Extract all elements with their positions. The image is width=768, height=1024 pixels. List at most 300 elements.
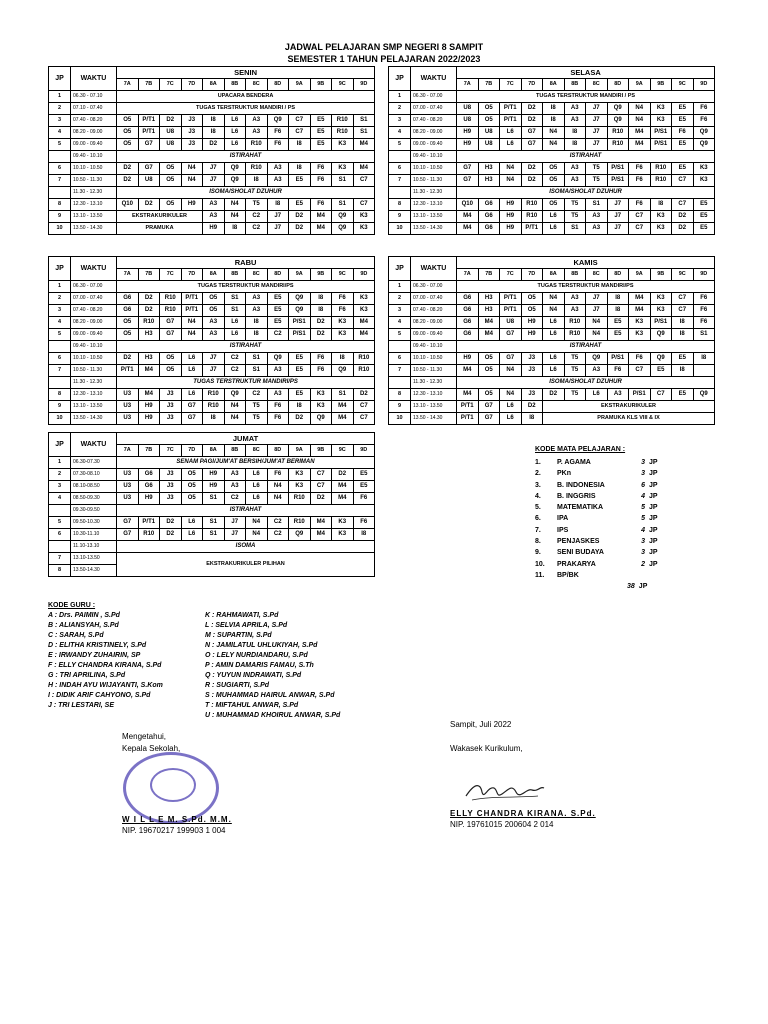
subject-cell: K3 — [353, 293, 375, 305]
subject-cell: I8 — [521, 413, 543, 425]
period-time: 13.50-14.30 — [71, 565, 117, 577]
subject-cell: D2 — [521, 175, 543, 187]
subject-cell: P/T1 — [181, 293, 203, 305]
column-jp: JP — [389, 67, 411, 91]
subject-cell: N4 — [267, 493, 289, 505]
subject-cell: R10 — [353, 365, 375, 377]
subject-cell: D2 — [310, 317, 332, 329]
subject-cell: R10 — [138, 317, 160, 329]
subject-cell: G7 — [500, 329, 522, 341]
subject-cell: N4 — [181, 317, 203, 329]
subject-cell: M4 — [138, 389, 160, 401]
period-time: 07.00 - 07.40 — [411, 103, 457, 115]
subject-cell: S1 — [353, 115, 375, 127]
subject-hours: 3 — [641, 549, 645, 557]
schedule-row — [49, 457, 375, 469]
subject-cell: A3 — [607, 389, 629, 401]
subject-cell: O5 — [117, 329, 139, 341]
period-time: 06.30 - 07.00 — [71, 281, 117, 293]
period-number: 5 — [49, 517, 71, 529]
period-time: 07.40 - 08.20 — [71, 305, 117, 317]
subject-cell: J7 — [607, 199, 629, 211]
period-activity: SENAM PAGI/JUM'AT BERSIH/JUM'AT BERIMAN — [117, 457, 375, 469]
subject-cell: A3 — [246, 115, 268, 127]
subject-cell: P/T1 — [500, 305, 522, 317]
subject-cell: P/T1 — [138, 115, 160, 127]
subject-cell: U3 — [117, 469, 139, 481]
subject-cell: J7 — [224, 529, 246, 541]
subject-cell: O5 — [478, 365, 500, 377]
subject-cell: A3 — [246, 305, 268, 317]
subject-cell: J7 — [586, 305, 608, 317]
day-header-row — [389, 257, 715, 269]
subject-cell: H9 — [138, 413, 160, 425]
subject-cell: N4 — [224, 199, 246, 211]
period-time: 07.40 - 08.20 — [411, 115, 457, 127]
subject-cell: P/S1 — [289, 317, 311, 329]
subject-cell: L6 — [500, 413, 522, 425]
subject-cell: K3 — [650, 211, 672, 223]
subject-cell: K3 — [332, 517, 354, 529]
subject-name: MATEMATIKA — [557, 504, 604, 512]
subject-cell: K3 — [289, 469, 311, 481]
period-number: 8 — [49, 199, 71, 211]
class-label: 9D — [353, 269, 375, 281]
schedule-row — [49, 353, 375, 365]
column-waktu: WAKTU — [71, 67, 117, 91]
teacher-code: I : DIDIK ARIF CAHYONO, S.Pd — [48, 692, 151, 699]
subject-cell: C7 — [310, 481, 332, 493]
subject-cell: C7 — [310, 469, 332, 481]
period-time: 07.00 - 07.40 — [411, 293, 457, 305]
subject-cell: D2 — [289, 413, 311, 425]
period-time: 09.40 - 10.10 — [71, 341, 117, 353]
subject-cell: G7 — [160, 329, 182, 341]
schedule-row — [389, 199, 715, 211]
class-label: 7B — [138, 269, 160, 281]
subject-cell: H3 — [138, 353, 160, 365]
subject-cell: O5 — [160, 175, 182, 187]
subject-cell: U3 — [117, 401, 139, 413]
class-label: 8A — [203, 79, 225, 91]
day-name: JUMAT — [117, 433, 375, 445]
period-number: 2 — [389, 103, 411, 115]
subject-cell: R10 — [332, 115, 354, 127]
subject-cell: E5 — [672, 353, 694, 365]
subject-number: 11. — [535, 571, 545, 579]
subject-cell: C7 — [650, 389, 672, 401]
subject-cell: N4 — [500, 389, 522, 401]
subject-cell: D2 — [332, 469, 354, 481]
subject-cell: G6 — [117, 305, 139, 317]
period-number — [389, 341, 411, 353]
subject-cell: E5 — [353, 481, 375, 493]
subject-cell: A3 — [246, 127, 268, 139]
subject-cell: O5 — [543, 199, 565, 211]
subject-cell: F6 — [693, 305, 715, 317]
period-number: 10 — [49, 413, 71, 425]
subject-cell: J3 — [521, 365, 543, 377]
subject-cell: E5 — [672, 389, 694, 401]
subject-cell: G6 — [138, 469, 160, 481]
subject-cell: O5 — [117, 115, 139, 127]
column-jp: JP — [49, 67, 71, 91]
subject-hours: 2 — [641, 560, 645, 568]
subject-number: 5. — [535, 504, 541, 512]
subject-cell: U3 — [117, 481, 139, 493]
subject-cell: F6 — [693, 317, 715, 329]
period-number: 6 — [49, 163, 71, 175]
subject-cell: M4 — [310, 223, 332, 235]
subject-cell: R10 — [332, 127, 354, 139]
class-label: 7C — [160, 269, 182, 281]
period-time: 13.10-13.50 — [71, 553, 117, 565]
subject-cell: J7 — [203, 365, 225, 377]
subject-cell: M4 — [457, 389, 479, 401]
subject-cell: I8 — [289, 401, 311, 413]
subject-cell: R10 — [138, 529, 160, 541]
subject-cell: F6 — [693, 293, 715, 305]
subject-cell: H9 — [457, 353, 479, 365]
class-label: 8D — [607, 269, 629, 281]
subject-cell: T5 — [564, 211, 586, 223]
subject-cell: F6 — [693, 115, 715, 127]
subject-cell: P/S1 — [629, 389, 651, 401]
period-number: 3 — [389, 305, 411, 317]
subject-cell: H9 — [500, 211, 522, 223]
subject-cell: L6 — [224, 139, 246, 151]
subject-cell: A3 — [224, 481, 246, 493]
period-activity: ISTIRAHAT — [117, 341, 375, 353]
subject-cell: L6 — [500, 401, 522, 413]
subject-cell: G7 — [478, 413, 500, 425]
column-waktu: WAKTU — [71, 433, 117, 457]
subject-cell: N4 — [500, 365, 522, 377]
subject-cell: E5 — [267, 317, 289, 329]
subject-cell: D2 — [138, 293, 160, 305]
subject-cell: R10 — [521, 211, 543, 223]
subject-hours: 4 — [641, 492, 645, 500]
subject-cell: L6 — [543, 317, 565, 329]
subject-cell: Q9 — [332, 365, 354, 377]
period-activity: ISOMA/SHOLAT DZUHUR — [117, 187, 375, 199]
subject-cell: D2 — [310, 329, 332, 341]
subject-cell: D2 — [289, 211, 311, 223]
subject-cell: D2 — [160, 115, 182, 127]
class-label: 9B — [310, 79, 332, 91]
subject-cell: P/S1 — [607, 175, 629, 187]
subject-cell: I8 — [672, 317, 694, 329]
class-label: 7A — [457, 269, 479, 281]
subject-cell: R10 — [289, 517, 311, 529]
subject-cell: P/T1 — [500, 103, 522, 115]
subject-cell: K3 — [353, 305, 375, 317]
schedule-row — [389, 389, 715, 401]
subject-cell: I8 — [672, 329, 694, 341]
subject-cell: Q10 — [117, 199, 139, 211]
teacher-code: O : LELY NURDIANDARU, S.Pd — [205, 652, 308, 659]
subject-cell: R10 — [203, 401, 225, 413]
teacher-code: M : SUPARTIN, S.Pd — [205, 632, 272, 639]
subject-hours: 4 — [641, 526, 645, 534]
period-number: 1 — [389, 281, 411, 293]
subject-cell: I8 — [332, 353, 354, 365]
subject-cell: C7 — [353, 175, 375, 187]
teacher-code: E : IRWANDY ZUHAIRIN, SP — [48, 652, 141, 659]
period-time: 07.30-08.10 — [71, 469, 117, 481]
class-label: 7A — [117, 269, 139, 281]
subject-cell: P/T1 — [500, 293, 522, 305]
period-number: 1 — [389, 91, 411, 103]
teacher-code: P : AMIN DAMARIS FAMAU, S.Th — [205, 662, 314, 669]
period-number — [389, 151, 411, 163]
subject-cell: Q9 — [289, 529, 311, 541]
subject-cell: S1 — [564, 223, 586, 235]
subject-cell: O5 — [117, 317, 139, 329]
period-time: 10.10 - 10.50 — [71, 163, 117, 175]
period-activity: TUGAS TERSTRUKTUR MANDIRI/PS — [457, 281, 715, 293]
subject-cell: L6 — [224, 115, 246, 127]
period-time: 09.40 - 10.10 — [411, 151, 457, 163]
subject-cell: M4 — [629, 305, 651, 317]
column-waktu: WAKTU — [411, 257, 457, 281]
subject-codes — [535, 446, 695, 593]
vice-principal-name: ELLY CHANDRA KIRANA. S.Pd. — [450, 809, 596, 818]
class-label: 9C — [672, 79, 694, 91]
subject-cell: G7 — [521, 139, 543, 151]
schedule-row — [389, 223, 715, 235]
period-number: 8 — [389, 199, 411, 211]
subject-cell: E5 — [353, 469, 375, 481]
teacher-codes-heading: KODE GURU : — [48, 602, 96, 609]
subject-cell: P/S1 — [289, 329, 311, 341]
subject-cell: I8 — [607, 293, 629, 305]
subject-cell: H9 — [203, 223, 225, 235]
subject-cell: S1 — [203, 517, 225, 529]
subject-hours: 5 — [641, 504, 645, 512]
period-number: 8 — [389, 389, 411, 401]
subject-cell: C7 — [672, 305, 694, 317]
subject-cell: N4 — [586, 329, 608, 341]
teacher-code: D : ELITHA KRISTINELY, S.Pd — [48, 642, 147, 649]
subject-cell: A3 — [564, 115, 586, 127]
subject-cell: K3 — [332, 317, 354, 329]
subject-cell: M4 — [629, 293, 651, 305]
subject-cell: S1 — [586, 199, 608, 211]
subject-cell: P/S1 — [607, 163, 629, 175]
period-number: 4 — [49, 317, 71, 329]
class-label: 8B — [224, 269, 246, 281]
period-activity: TUGAS TERSTRUKTUR MANDIRI / PS — [117, 103, 375, 115]
schedule-row — [389, 103, 715, 115]
subject-cell: Q9 — [224, 175, 246, 187]
subject-cell: R10 — [607, 127, 629, 139]
subject-cell: I8 — [203, 413, 225, 425]
period-number: 8 — [49, 389, 71, 401]
subject-cell: O5 — [543, 163, 565, 175]
subject-cell: D2 — [138, 199, 160, 211]
subject-cell: E5 — [672, 163, 694, 175]
subject-cell: A3 — [267, 389, 289, 401]
schedule-row — [389, 341, 715, 353]
subject-cell: U3 — [117, 413, 139, 425]
subject-cell: I8 — [246, 317, 268, 329]
subject-row — [535, 457, 695, 468]
schedule-row — [389, 413, 715, 425]
teacher-code: F : ELLY CHANDRA KIRANA, S.Pd — [48, 662, 162, 669]
schedule-row — [49, 341, 375, 353]
column-jp: JP — [389, 257, 411, 281]
class-label: 7C — [500, 269, 522, 281]
subject-cell: J3 — [160, 413, 182, 425]
schedule-row — [389, 353, 715, 365]
subject-cell: N4 — [543, 139, 565, 151]
schedule-row — [49, 223, 375, 235]
subject-cell: J7 — [586, 115, 608, 127]
subject-total-hours: 38 — [627, 583, 635, 591]
class-label: 8A — [543, 269, 565, 281]
class-label: 9B — [650, 79, 672, 91]
schedule-row — [49, 211, 375, 223]
subject-cell: D2 — [543, 389, 565, 401]
subject-cell: C2 — [267, 329, 289, 341]
subject-cell: Q9 — [289, 305, 311, 317]
subject-unit: JP — [649, 538, 658, 546]
subject-cell: M4 — [478, 329, 500, 341]
subject-cell: Q9 — [289, 293, 311, 305]
subject-cell: F6 — [693, 103, 715, 115]
subject-cell: K3 — [353, 223, 375, 235]
class-label: 8A — [543, 79, 565, 91]
subject-cell: K3 — [650, 305, 672, 317]
period-extracurricular: EKSTRAKURIKULER — [543, 401, 715, 413]
subject-cell: D2 — [117, 175, 139, 187]
teacher-code: N : JAMILATUL UHLUKIYAH, S.Pd — [205, 642, 318, 649]
teacher-code: T : MIFTAHUL ANWAR, S.Pd — [205, 702, 299, 709]
class-label: 7A — [117, 79, 139, 91]
subject-cell: E5 — [289, 365, 311, 377]
period-number — [389, 187, 411, 199]
subject-cell: J3 — [521, 353, 543, 365]
subject-number: 7. — [535, 526, 541, 534]
subject-cell: M4 — [457, 223, 479, 235]
subject-cell: U8 — [160, 127, 182, 139]
subject-cell: Q9 — [650, 329, 672, 341]
period-number: 3 — [389, 115, 411, 127]
period-number: 4 — [49, 493, 71, 505]
subject-unit: JP — [649, 504, 658, 512]
subject-cell: F6 — [353, 517, 375, 529]
class-label: 7A — [117, 445, 139, 457]
subject-cell: M4 — [353, 317, 375, 329]
subject-cell: M4 — [332, 401, 354, 413]
subject-cell: C7 — [629, 223, 651, 235]
subject-cell: G7 — [117, 517, 139, 529]
period-activity: UPACARA BENDERA — [117, 91, 375, 103]
period-number: 7 — [389, 365, 411, 377]
period-number: 9 — [49, 401, 71, 413]
subject-cell: J7 — [586, 139, 608, 151]
subject-cell: P/T1 — [457, 413, 479, 425]
empty-cell — [693, 365, 715, 377]
day-name: SELASA — [457, 67, 715, 79]
period-time: 07.10 - 07.40 — [71, 103, 117, 115]
period-time: 06.30 - 07.00 — [411, 281, 457, 293]
subject-cell: D2 — [521, 401, 543, 413]
schedule-row — [49, 529, 375, 541]
day-header-row — [49, 433, 375, 445]
subject-cell: R10 — [564, 317, 586, 329]
subject-cell: N4 — [543, 305, 565, 317]
period-number: 9 — [389, 211, 411, 223]
subject-cell: U8 — [138, 175, 160, 187]
schedule-row — [389, 163, 715, 175]
period-number: 6 — [49, 529, 71, 541]
schedule-row — [49, 553, 375, 565]
signature-block-left — [122, 732, 232, 835]
subject-cell: L6 — [543, 329, 565, 341]
period-activity: ISOMA/SHOLAT DZUHUR — [457, 187, 715, 199]
class-label: 8D — [607, 79, 629, 91]
subject-cell: C2 — [267, 517, 289, 529]
subject-cell: M4 — [457, 365, 479, 377]
subject-cell: G7 — [138, 139, 160, 151]
period-time: 11.30 - 12.30 — [71, 187, 117, 199]
subject-cell: H3 — [478, 293, 500, 305]
subject-cell: S1 — [353, 127, 375, 139]
period-activity: ISTIRAHAT — [457, 341, 715, 353]
subject-cell: N4 — [500, 175, 522, 187]
subject-cell: I8 — [224, 223, 246, 235]
subject-hours: 5 — [641, 515, 645, 523]
subject-cell: K3 — [310, 389, 332, 401]
subject-cell: U3 — [117, 389, 139, 401]
subject-cell: E5 — [607, 329, 629, 341]
period-number: 5 — [49, 329, 71, 341]
schedule-row — [49, 91, 375, 103]
subject-cell: F6 — [310, 163, 332, 175]
subject-cell: F6 — [310, 353, 332, 365]
schedule-row — [49, 401, 375, 413]
subject-cell: G6 — [478, 211, 500, 223]
subject-cell: O5 — [203, 305, 225, 317]
subject-cell: O5 — [160, 365, 182, 377]
subject-cell: K3 — [289, 481, 311, 493]
subject-hours: 3 — [641, 470, 645, 478]
subject-cell: I8 — [246, 329, 268, 341]
subject-cell: D2 — [160, 517, 182, 529]
subject-cell: S1 — [203, 493, 225, 505]
signature-block-right — [450, 720, 596, 829]
subject-cell: I8 — [289, 163, 311, 175]
schedule-row — [49, 139, 375, 151]
subject-cell: G6 — [117, 293, 139, 305]
subject-cell: F6 — [310, 365, 332, 377]
schedule-row — [389, 91, 715, 103]
subject-cell: R10 — [650, 175, 672, 187]
subject-total-unit: JP — [638, 583, 648, 591]
period-time: 13.10 - 13.50 — [71, 211, 117, 223]
subject-cell: N4 — [224, 413, 246, 425]
subject-cell: C2 — [224, 353, 246, 365]
subject-cell: K3 — [629, 329, 651, 341]
period-number: 5 — [389, 329, 411, 341]
subject-cell: P/T1 — [181, 305, 203, 317]
subject-cell: E5 — [693, 223, 715, 235]
principal-nip: NIP. 19670217 199903 1 004 — [122, 826, 226, 835]
subject-cell: C2 — [246, 389, 268, 401]
subject-cell: L6 — [246, 469, 268, 481]
